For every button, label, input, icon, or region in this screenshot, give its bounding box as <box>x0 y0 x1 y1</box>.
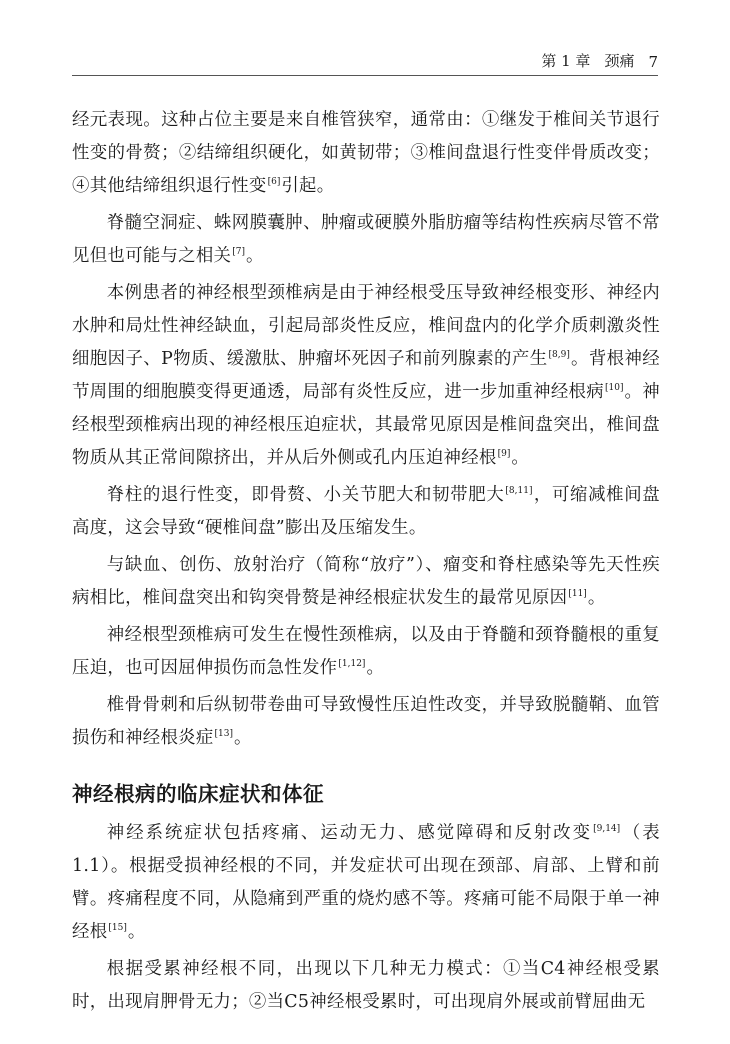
paragraph: 根据受累神经根不同，出现以下几种无力模式：①当C4神经根受累时，出现肩胛骨无力；②当C5神经根受累时，可出现肩外展或前臂屈曲无 <box>72 959 660 1012</box>
citation: [6] <box>267 177 281 187</box>
chapter-number: 第 1 章 <box>541 52 591 70</box>
paragraph: 经元表现。这种占位主要是来自椎管狭窄，通常由：①继发于椎间关节退行性变的骨赘；②结缔组织硬化，如黄韧带；③椎间盘退行性变伴骨质改变；④其他结缔组织退行性变[6]引起。 <box>72 110 660 196</box>
citation: [15] <box>108 923 127 933</box>
page-number: 7 <box>648 53 658 71</box>
paragraph: 与缺血、创伤、放射治疗（简称“放疗”）、瘤变和脊柱感染等先天性疾病相比，椎间盘突出和钩突骨赘是神经根症状发生的最常见原因[11]。 <box>72 555 660 608</box>
section-heading: 神经根病的临床症状和体征 <box>72 782 324 806</box>
citation: [9] <box>497 449 511 459</box>
chapter-title: 颈痛 <box>604 52 635 70</box>
running-header <box>72 50 658 76</box>
citation: [10] <box>605 383 624 393</box>
citation: [8,9] <box>548 350 570 360</box>
page-body <box>72 104 660 1019</box>
citation: [13] <box>214 729 234 739</box>
paragraph: 本例患者的神经根型颈椎病是由于神经根受压导致神经根变形、神经内水肿和局灶性神经缺血，引起局部炎性反应，椎间盘内的化学介质刺激炎性细胞因子、P物质、缓激肽、肿瘤坏死因子和前列腺素的产生[8,9]。背根神经节周围的细胞膜变得更通透，局部有炎性反应，进一步加重神经根病[10]。神经根型颈椎病出现的神经根压迫症状，其最常见原因是椎间盘突出，椎间盘物质从其正常间隙挤出，并从后外侧或孔内压迫神经根[9]。 <box>72 283 660 468</box>
citation: [8,11] <box>505 486 533 496</box>
paragraph: 脊髓空洞症、蛛网膜囊肿、肿瘤或硬膜外脂肪瘤等结构性疾病尽管不常见但也可能与之相关[7]。 <box>72 213 660 266</box>
paragraph: 神经根型颈椎病可发生在慢性颈椎病，以及由于脊髓和颈脊髓根的重复压迫，也可因屈伸损伤而急性发作[1,12]。 <box>72 625 660 678</box>
paragraph: 神经系统症状包括疼痛、运动无力、感觉障碍和反射改变[9,14]（表 1.1）。根据受损神经根的不同，并发症状可出现在颈部、肩部、上臂和前臂。疼痛程度不同，从隐痛到严重的烧灼感不等。疼痛可能不局限于单一神经根[15]。 <box>72 823 660 942</box>
citation: [9,14] <box>593 824 621 834</box>
citation: [1,12] <box>338 659 366 669</box>
citation: [11] <box>568 589 587 599</box>
paragraph: 脊柱的退行性变，即骨赘、小关节肥大和韧带肥大[8,11]，可缩减椎间盘高度，这会导致“硬椎间盘”膨出及压缩发生。 <box>72 485 660 538</box>
citation: [7] <box>232 247 245 257</box>
paragraph: 椎骨骨刺和后纵韧带卷曲可导致慢性压迫性改变，并导致脱髓鞘、血管损伤和神经根炎症[13]。 <box>72 695 660 748</box>
